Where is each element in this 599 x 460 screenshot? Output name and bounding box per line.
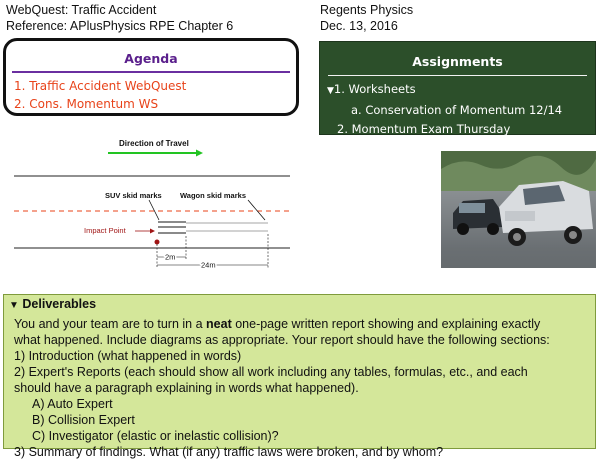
assignments-board	[319, 41, 596, 135]
agenda-item-2: 2. Cons. Momentum WS	[14, 97, 159, 111]
skid-mark-diagram	[0, 130, 300, 280]
assignment-item-1	[327, 80, 595, 101]
deliverables-sub-c: C) Investigator (elastic or inelastic collision)?	[32, 429, 279, 443]
deliverables-sub-a: A) Auto Expert	[32, 397, 113, 411]
assignment-item-1a: a. Conservation of Momentum 12/14	[351, 103, 563, 117]
deliverables-body	[14, 316, 595, 460]
impact-label: Impact Point	[84, 226, 126, 235]
intro-text-bold: neat	[206, 317, 232, 331]
deliverables-line-6: 3) Summary of findings. What (if any) traffic laws were broken, and by whom?	[14, 445, 444, 459]
wagon-pointer	[248, 200, 265, 220]
deliverables-line-5: should have a paragraph explaining in words what happened).	[14, 381, 359, 395]
suv-label: SUV skid marks	[105, 191, 162, 200]
header-right	[320, 2, 413, 34]
deliverables-line-1	[14, 316, 595, 332]
dim-24m-label: 24m	[201, 260, 216, 270]
agenda-divider	[12, 71, 290, 73]
deliverables-header[interactable]	[9, 296, 595, 314]
impact-arrow-icon	[150, 229, 155, 234]
suv-pointer	[149, 200, 159, 220]
agenda-box	[3, 38, 299, 116]
assignment-item-2: 2. Momentum Exam Thursday	[337, 122, 511, 136]
disclosure-triangle-icon[interactable]: ▼	[327, 86, 334, 96]
direction-label: Direction of Travel	[119, 139, 189, 148]
header-left	[6, 2, 233, 34]
assignment-item-1-label: 1. Worksheets	[333, 82, 416, 96]
intro-text-pre: You and your team are to turn in a	[14, 317, 207, 331]
accident-photo	[441, 151, 596, 268]
deliverables-panel	[3, 294, 596, 459]
agenda-title: Agenda	[124, 51, 178, 66]
disclosure-triangle-icon[interactable]: ▼	[9, 300, 19, 311]
direction-arrow-icon	[196, 150, 203, 157]
webquest-title: WebQuest: Traffic Accident	[6, 3, 157, 17]
deliverables-sub-b: B) Collision Expert	[32, 413, 135, 427]
assignments-title: Assignments	[412, 54, 503, 69]
reference-line: Reference: APlusPhysics RPE Chapter 6	[6, 19, 234, 33]
date-line: Dec. 13, 2016	[320, 19, 398, 33]
impact-point-dot	[155, 240, 160, 245]
deliverables-line-2: what happened. Include diagrams as appropriate. Your report should have the following sections:	[14, 333, 550, 347]
intro-text-post: one-page written report showing and explaining exactly	[231, 317, 541, 331]
deliverables-line-4: 2) Expert's Reports (each should show all work including any tables, formulas, etc., and each	[14, 365, 528, 379]
course-title: Regents Physics	[320, 3, 414, 17]
deliverables-line-3: 1) Introduction (what happened in words)	[14, 349, 242, 363]
dim-2m-label: 2m	[165, 252, 176, 262]
assignments-divider	[328, 75, 587, 76]
wagon-label: Wagon skid marks	[180, 191, 246, 200]
agenda-item-1: 1. Traffic Accident WebQuest	[14, 79, 187, 93]
deliverables-title: Deliverables	[22, 297, 97, 311]
